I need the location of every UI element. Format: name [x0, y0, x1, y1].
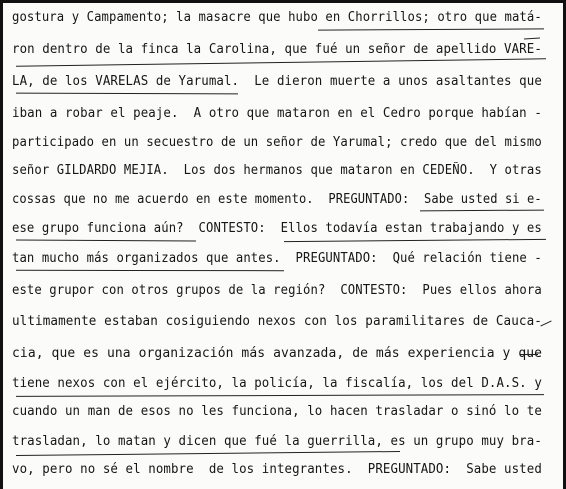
text-line: ron dentro de la finca la Carolina, que fué un señor de apellido VARE- [12, 42, 542, 57]
text-line: ultimamente estaban cosiguiendo nexos con los paramilitares de Cauca- [12, 314, 542, 329]
text-line: vo, pero no sé el nombre de los integrantes. PREGUNTADO: Sabe usted [12, 462, 542, 477]
margin-dash-mark [524, 37, 540, 39]
underline-mark [420, 210, 544, 212]
text-line: cuando un man de esos no les funciona, lo hacen trasladar o sinó lo te [12, 404, 542, 419]
underline-mark [16, 58, 546, 66]
underline-mark [318, 28, 544, 30]
underline-mark [16, 270, 284, 271]
margin-dash-mark [520, 354, 538, 355]
text-line: LA, de los VARELAS de Yarumal. Le dieron muerte a unos asaltantes que [12, 74, 542, 89]
text-line: tiene nexos con el ejército, la policía, la fiscalía, los del D.A.S. y [12, 376, 542, 391]
text-line: trasladan, lo matan y dicen que fué la guerrilla, es un grupo muy bra- [12, 434, 542, 449]
underline-mark [16, 93, 238, 95]
text-line: cia, que es una organización más avanzada, de más experiencia y que [12, 346, 543, 361]
underline-mark [284, 239, 546, 242]
text-line: ese grupo funciona aún? CONTESTO: Ellos todavía estan trabajando y es [12, 221, 542, 236]
text-line: cossas que no me acuerdo en este momento. PREGUNTADO: Sabe usted si e- [12, 192, 542, 207]
text-line: señor GILDARDO MEJIA. Los dos hermanos que mataron en CEDEÑO. Y otras [12, 163, 542, 178]
text-line: participado en un secuestro de un señor de Yarumal; credo que del mismo [12, 135, 542, 150]
underline-mark [16, 451, 400, 456]
text-line: tan mucho más organizados que antes. PREGUNTADO: Qué relación tiene - [12, 251, 542, 266]
text-line: gostura y Campamento; la masacre que hubo en Chorrillos; otro que matá- [12, 10, 542, 25]
text-line: este grupor con otros grupos de la región? CONTESTO: Pues ellos ahora [12, 283, 542, 298]
underline-mark [16, 394, 544, 397]
text-line: iban a robar el peaje. A otro que mataron en el Cedro porque habían - [12, 106, 542, 121]
underline-mark [16, 240, 196, 242]
margin-dash-mark [540, 321, 551, 327]
